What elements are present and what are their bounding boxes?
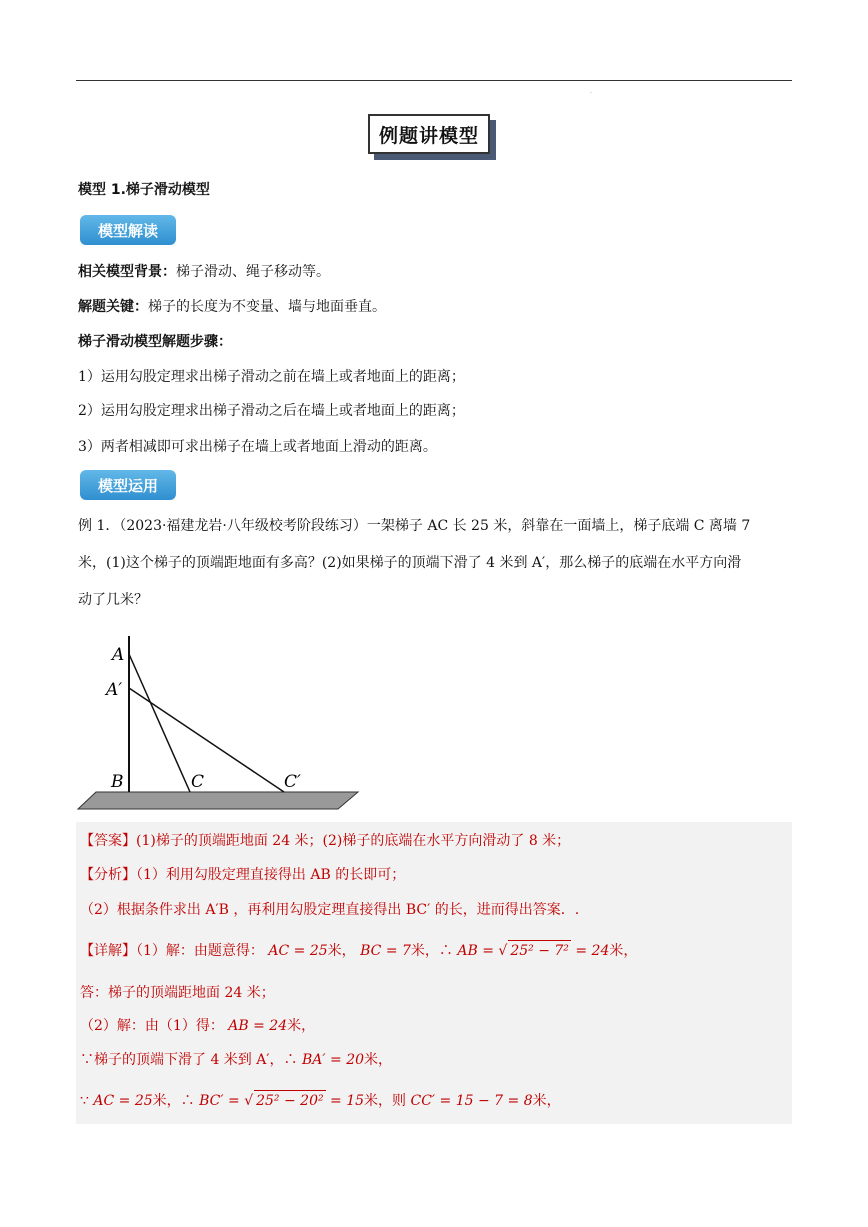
example-line-3: 动了几米？ <box>78 592 148 608</box>
steps-heading: 梯子滑动模型解题步骤： <box>78 334 232 350</box>
top-rule <box>76 80 792 81</box>
detail5-unit: 米， <box>532 1093 561 1109</box>
detail5-cc-prime: CC′ = 15 − 7 = 8 <box>410 1093 533 1109</box>
ground-slab <box>78 792 358 809</box>
label-a-prime: A′ <box>106 680 123 700</box>
detail4-unit: 米， <box>364 1052 393 1068</box>
detail3-intro: （2）解：由（1）得： <box>80 1018 224 1034</box>
detail1-ab: AB = <box>457 943 494 959</box>
section-title <box>368 114 490 154</box>
step-1: 1）运用勾股定理求出梯子滑动之前在墙上或者地面上的距离； <box>78 369 465 385</box>
detail-tag: 【详解】 <box>80 943 136 959</box>
detail1-unit1: 米， <box>327 943 356 959</box>
detail5-ac: AC = 25 <box>93 1093 153 1109</box>
badge-model-explain: 模型解读 <box>80 215 176 245</box>
detail3-ab: AB = 24 <box>228 1018 288 1034</box>
label-a: A <box>112 645 125 665</box>
decorative-dot: · <box>590 90 592 97</box>
detail-line-1 <box>80 940 637 961</box>
detail1-result: = 24 <box>575 943 610 959</box>
model-heading: 模型 1.梯子滑动模型 <box>78 182 210 198</box>
detail1-therefore: 米，∴ <box>410 943 453 959</box>
background-text: 梯子滑动、绳子移动等。 <box>176 264 330 280</box>
example-line-1: 例 1．（2023·福建龙岩·八年级校考阶段练习）一架梯子 AC 长 25 米，斜靠在一面墙上，梯子底端 C 离墙 7 <box>78 518 751 534</box>
detail3-unit: 米， <box>287 1018 316 1034</box>
detail1-bc: BC = 7 <box>360 943 411 959</box>
step-3: 3）两者相减即可求出梯子在墙上或者地面上滑动的距离。 <box>78 439 437 455</box>
detail1-ac: AC = 25 <box>268 943 328 959</box>
detail-line-2: 答：梯子的顶端距地面 24 米； <box>80 985 275 1001</box>
sqrt-icon: √ <box>244 1093 254 1109</box>
detail5-because: ∵ <box>80 1093 89 1109</box>
detail4-intro: ∵梯子的顶端下滑了 4 米到 A′，∴ <box>80 1052 298 1068</box>
detail1-radicand: 25² − 7² <box>508 940 571 961</box>
ladder-diagram <box>76 636 366 814</box>
badge-model-apply: 模型运用 <box>80 470 176 500</box>
detail5-then: 米，则 <box>364 1093 407 1109</box>
example-problem <box>78 508 792 619</box>
detail5-result: = 15 <box>330 1093 365 1109</box>
answer-line <box>80 831 570 851</box>
label-c: C <box>191 772 205 792</box>
detail-line-3 <box>80 1016 315 1036</box>
detail1-unit2: 米， <box>609 943 638 959</box>
answer-tag: 【答案】 <box>80 833 136 849</box>
label-c-prime: C′ <box>284 772 301 792</box>
analysis-text: （1）利用勾股定理直接得出 AB 的长即可； <box>136 867 406 883</box>
key-label: 解题关键： <box>78 299 148 315</box>
detail4-ba-prime: BA′ = 20 <box>302 1052 365 1068</box>
detail5-bc-prime: BC′ = <box>199 1093 240 1109</box>
analysis-tag: 【分析】 <box>80 867 136 883</box>
key-line <box>78 297 386 317</box>
background-line <box>78 262 330 282</box>
background-label: 相关模型背景： <box>78 264 176 280</box>
detail-line-5 <box>80 1090 561 1111</box>
detail1-intro: （1）解：由题意得： <box>136 943 264 959</box>
sqrt-icon: √ <box>498 943 508 959</box>
section-title-label: 例题讲模型 <box>368 114 490 154</box>
answer-text: (1)梯子的顶端距地面 24 米；(2)梯子的底端在水平方向滑动了 8 米； <box>136 833 571 849</box>
key-text: 梯子的长度为不变量、墙与地面垂直。 <box>148 299 386 315</box>
analysis-line <box>80 865 405 885</box>
step-2: 2）运用勾股定理求出梯子滑动之后在墙上或者地面上的距离； <box>78 403 465 419</box>
ladder-after <box>129 688 284 792</box>
example-line-2: 米，(1)这个梯子的顶端距地面有多高？(2)如果梯子的顶端下滑了 4 米到 A′，那么梯子的底端在水平方向滑 <box>78 555 742 571</box>
analysis-line-2: （2）根据条件求出 A′B ，再利用勾股定理直接得出 BC′ 的长，进而得出答案．. <box>80 902 580 918</box>
detail5-radicand: 25² − 20² <box>254 1090 325 1111</box>
label-b: B <box>111 772 124 792</box>
detail-line-4 <box>80 1050 392 1070</box>
detail5-therefore: 米，∴ <box>152 1093 195 1109</box>
